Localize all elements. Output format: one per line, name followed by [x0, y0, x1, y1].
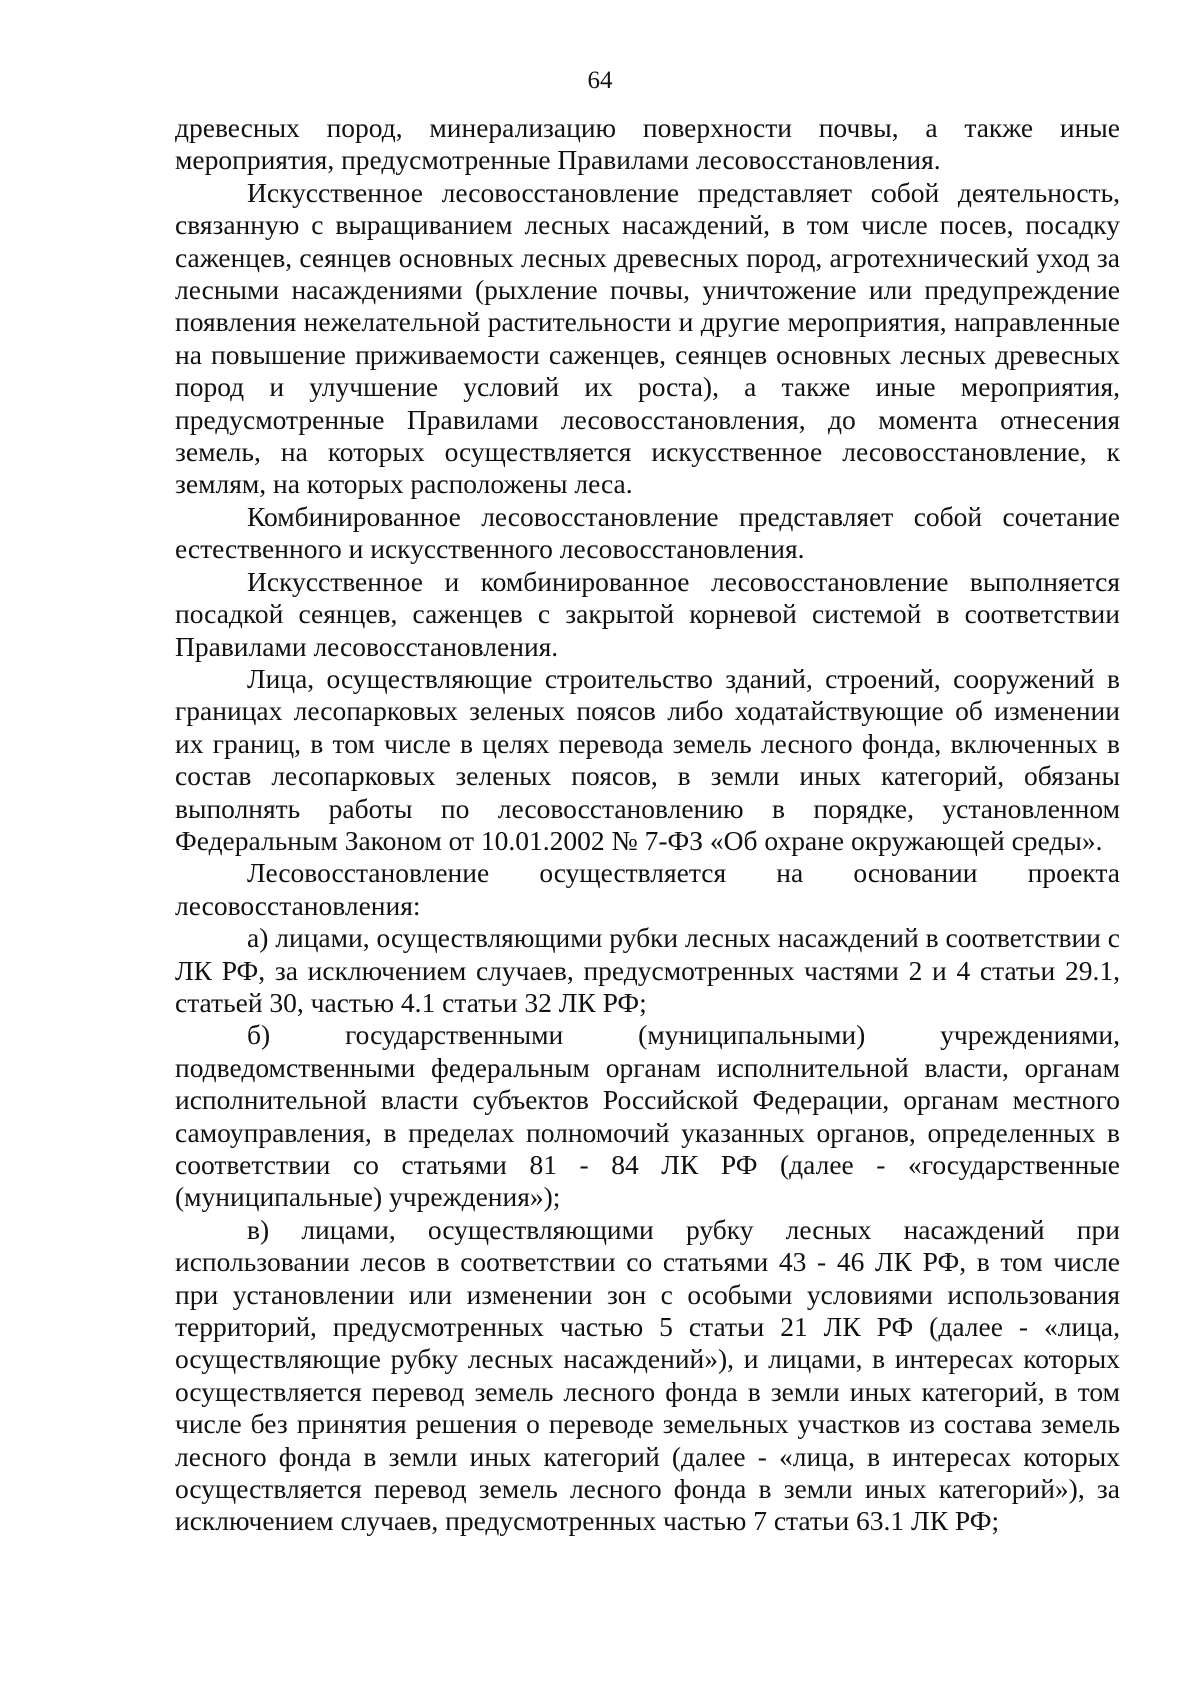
list-item-a: а) лицами, осуществляющими рубки лесных насаждений в соответствии с ЛК РФ, за исключением случаев, предусмотренных частями 2 и 4 статьи 29.1, статьей 30, частью 4.1 статьи 32 ЛК РФ;: [175, 922, 1120, 1018]
list-item-b: б) государственными (муниципальными) учреждениями, подведомственными федеральным органам исполнительной власти, органам исполнительной власти субъектов Российской Федерации, органам местного самоуправления, в пределах полномочий указанных органов, определенных в соответствии со статьями 81 - 84 ЛК РФ (далее - «государственные (муниципальные) учреждения»);: [175, 1019, 1120, 1213]
paragraph-continuation: древесных пород, минерализацию поверхности почвы, а также иные мероприятия, предусмотренные Правилами лесовосстановления.: [175, 112, 1120, 176]
paragraph-planting-method: Искусственное и комбинированное лесовосстановление выполняется посадкой сеянцев, саженцев с закрытой корневой системой в соответствии Правилами лесовосстановления.: [175, 565, 1120, 662]
list-item-v: в) лицами, осуществляющими рубку лесных насаждений при использовании лесов в соответствии со статьями 43 - 46 ЛК РФ, в том числе при установлении или изменении зон с особыми условиями использования территорий, предусмотренных частью 5 статьи 21 ЛК РФ (далее - «лица, осуществляющие рубку лесных насаждений»), и лицами, в интересах которых осуществляется перевод земель лесного фонда в земли иных категорий, в том числе без принятия решения о переводе земельных участков из состава земель лесного фонда в земли иных категорий (далее - «лица, в интересах которых осуществляется перевод земель лесного фонда в земли иных категорий»), за исключением случаев, предусмотренных частью 7 статьи 63.1 ЛК РФ;: [175, 1213, 1120, 1537]
page-number: 64: [587, 67, 613, 94]
document-body: [175, 112, 1120, 1538]
paragraph-combined-reforestation: Комбинированное лесовосстановление представляет собой сочетание естественного и искусственного лесовосстановления.: [175, 500, 1120, 565]
paragraph-artificial-reforestation: Искусственное лесовосстановление представляет собой деятельность, связанную с выращиванием лесных насаждений, в том числе посев, посадку саженцев, сеянцев основных лесных древесных пород, агротехнический уход за лесными насаждениями (рыхление почвы, уничтожение или предупреждение появления нежелательной растительности и другие мероприятия, направленные на повышение приживаемости саженцев, сеянцев основных лесных древесных пород и улучшение условий их роста), а также иные мероприятия, предусмотренные Правилами лесовосстановления, до момента отнесения земель, на которых осуществляется искусственное лесовосстановление, к землям, на которых расположены леса.: [175, 176, 1120, 500]
paragraph-green-belts-obligations: Лица, осуществляющие строительство зданий, строений, сооружений в границах лесопарковых зеленых поясов либо ходатайствующие об изменении их границ, в том числе в целях перевода земель лесного фонда, включенных в состав лесопарковых зеленых поясов, в земли иных категорий, обязаны выполнять работы по лесовосстановлению в порядке, установленном Федеральным Законом от 10.01.2002 № 7-ФЗ «Об охране окружающей среды».: [175, 662, 1120, 856]
paragraph-reforestation-basis: Лесовосстановление осуществляется на основании проекта лесовосстановления:: [175, 857, 1120, 921]
